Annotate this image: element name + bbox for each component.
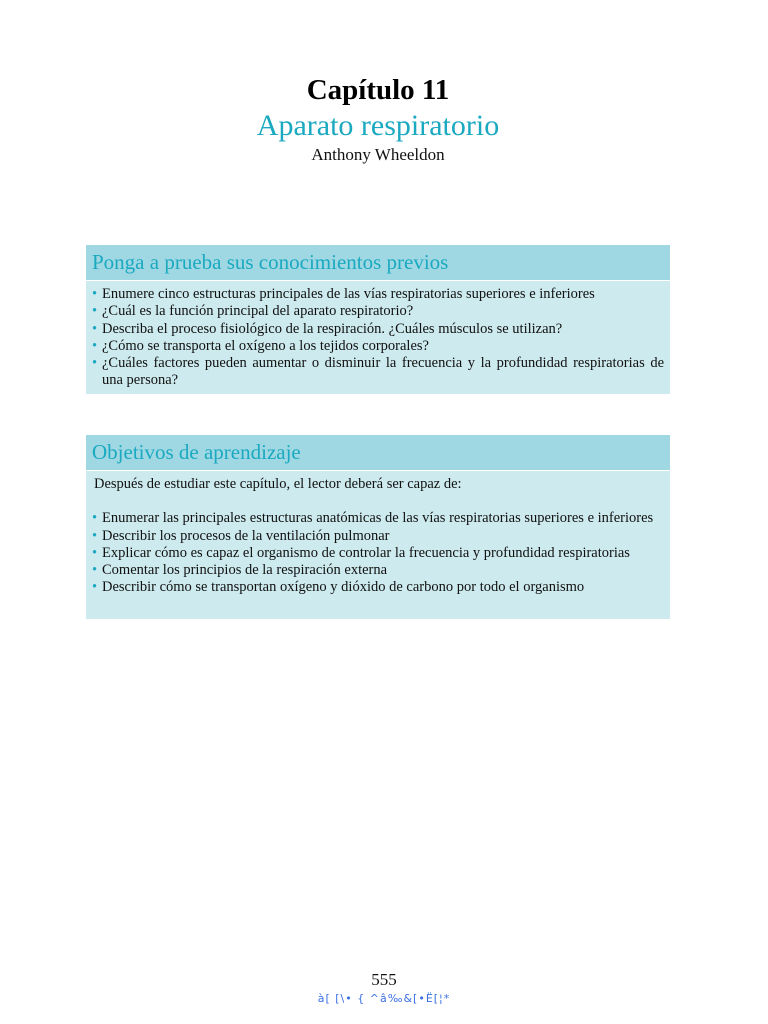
list-item: • ¿Cuáles factores pueden aumentar o disminuir la frecuencia y la profundidad respiratorias de una persona? bbox=[92, 355, 664, 389]
bullet-icon: • bbox=[92, 544, 98, 561]
list-item: • Enumerar las principales estructuras anatómicas de las vías respiratorias superiores e inferiores bbox=[92, 510, 654, 527]
bullet-icon: • bbox=[92, 303, 98, 320]
bullet-icon: • bbox=[92, 562, 98, 579]
list-item: • Explicar cómo es capaz el organismo de controlar la frecuencia y profundidad respiratorias bbox=[92, 544, 630, 561]
bullet-icon: • bbox=[92, 337, 98, 354]
list-item: • Comentar los principios de la respiración externa bbox=[92, 562, 388, 579]
chapter-author: Anthony Wheeldon bbox=[311, 145, 445, 164]
bullet-icon: • bbox=[92, 320, 98, 337]
list-item: • Enumere cinco estructuras principales de las vías respiratorias superiores e inferiores bbox=[92, 286, 595, 302]
bullet-icon: • bbox=[92, 510, 98, 527]
chapter-number: Capítulo 11 bbox=[306, 74, 450, 106]
list-item: • Describir los procesos de la ventilación pulmonar bbox=[92, 527, 390, 544]
list-item: • ¿Cuál es la función principal del aparato respiratorio? bbox=[92, 303, 414, 320]
prior-knowledge-box bbox=[86, 245, 670, 394]
objectives-title: Objetivos de aprendizaje bbox=[86, 435, 670, 471]
prior-knowledge-list bbox=[86, 281, 670, 393]
chapter-title: Aparato respiratorio bbox=[256, 109, 500, 142]
bullet-icon: • bbox=[92, 527, 98, 544]
objectives-box bbox=[86, 435, 670, 619]
bullet-icon: • bbox=[92, 286, 98, 302]
objectives-list bbox=[86, 471, 670, 600]
page-number: 555 bbox=[371, 970, 397, 989]
prior-knowledge-title: Ponga a prueba sus conocimientos previos bbox=[86, 245, 670, 281]
bullet-icon: • bbox=[92, 355, 98, 372]
objectives-intro: Después de estudiar este capítulo, el lector deberá ser capaz de: bbox=[94, 476, 462, 492]
list-item: • Describa el proceso fisiológico de la respiración. ¿Cuáles músculos se utilizan? bbox=[92, 320, 563, 337]
list-item: • Describir cómo se transportan oxígeno y dióxido de carbono por todo el organismo bbox=[92, 579, 585, 596]
list-item: • ¿Cómo se transporta el oxígeno a los tejidos corporales? bbox=[92, 337, 429, 354]
bullet-icon: • bbox=[92, 579, 98, 596]
watermark: à[ [\• { ^â‰&[•Ë[¦* bbox=[317, 992, 451, 1005]
